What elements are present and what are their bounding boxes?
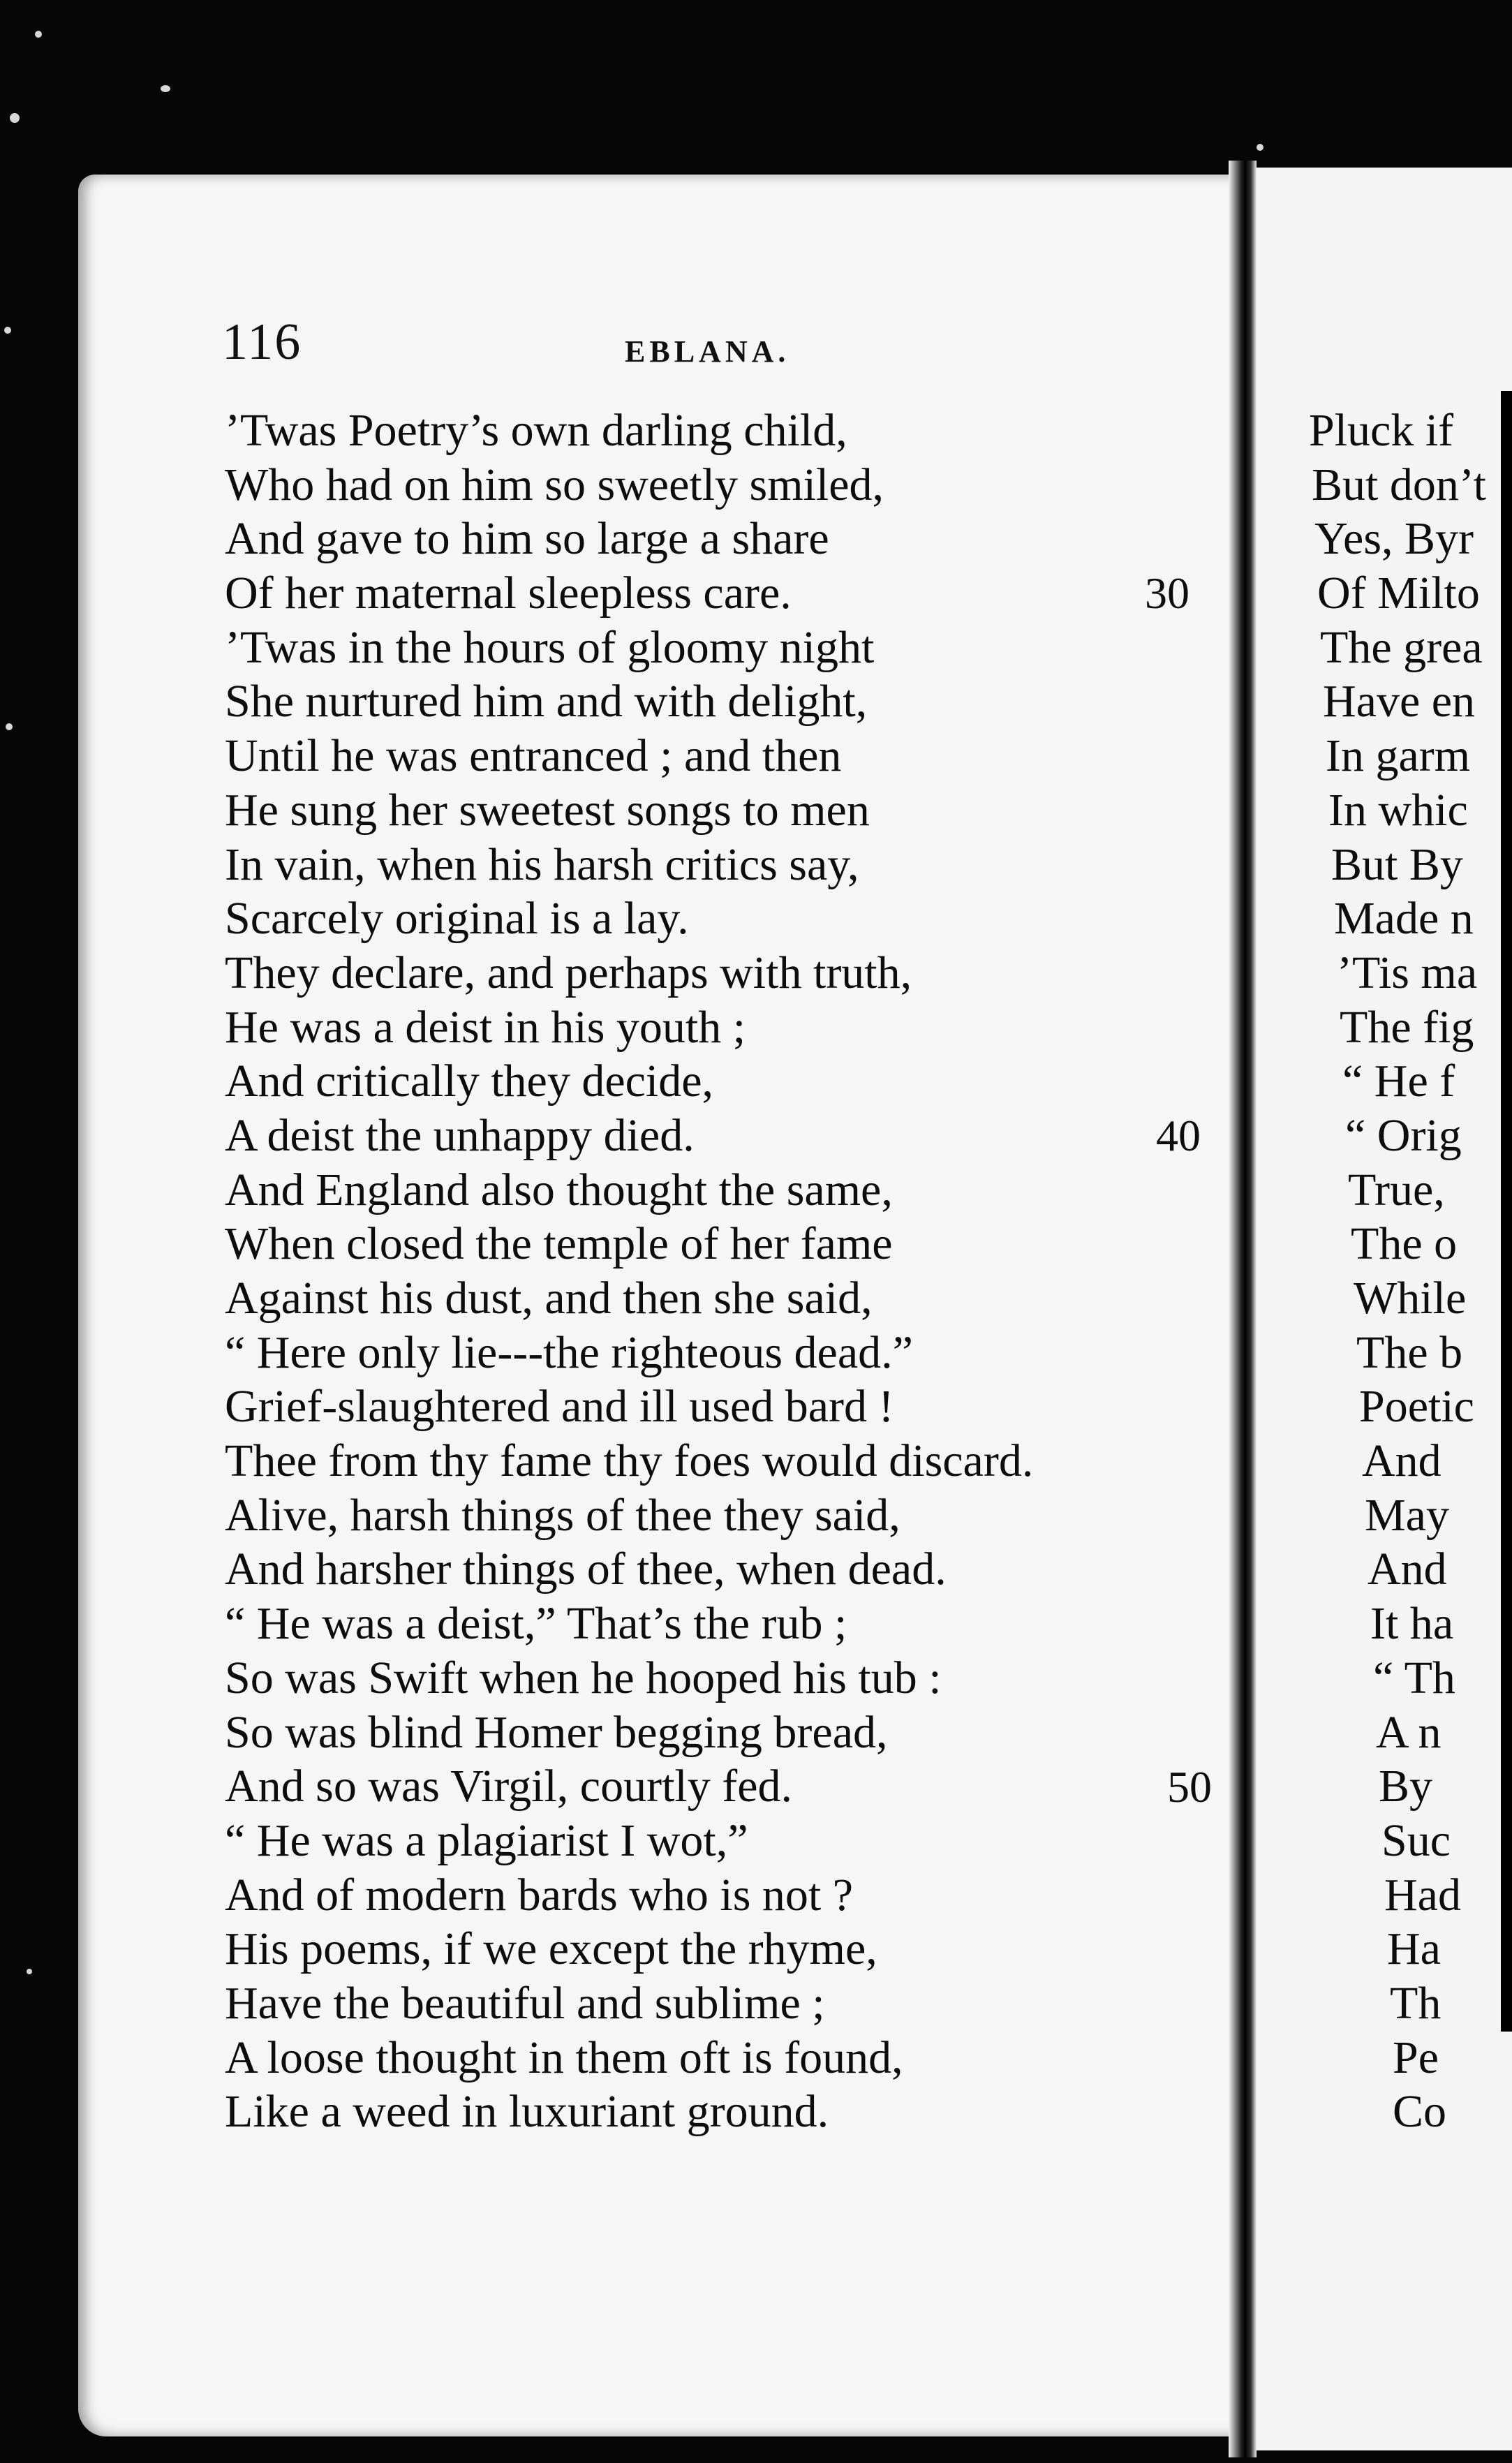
facing-page-line: Had [1384,1869,1461,1921]
facing-page-line: “ Orig [1345,1109,1462,1161]
facing-page-line: “ Th [1373,1652,1455,1703]
book-gutter [1229,161,1257,2457]
poem-line: Have the beautiful and sublime ; [225,1977,825,2029]
facing-page-line: May [1365,1489,1449,1541]
facing-page-line: Th [1390,1977,1441,2029]
poem-line: Who had on him so sweetly smiled, [225,459,884,510]
poem-line: And critically they decide, [225,1056,714,1107]
poem-line: Against his dust, and then she said, [225,1273,873,1324]
poem-line: He sung her sweetest songs to men [225,784,870,836]
facing-page-line: Ha [1387,1923,1441,1975]
facing-page-line: It ha [1370,1598,1454,1650]
facing-page-line: Have en [1323,676,1476,727]
facing-page-line: By [1379,1761,1433,1812]
dust-speck [1257,144,1263,151]
poem-line: His poems, if we except the rhyme, [225,1923,877,1975]
facing-page-line: The grea [1320,621,1483,673]
facing-page-line: “ He f [1342,1056,1455,1107]
poem-line: She nurtured him and with delight, [225,676,868,727]
poem-line: “ Here only lie---the righteous dead.” [225,1326,913,1378]
facing-page-line: Yes, Byr [1314,513,1474,565]
poem-line: They declare, and perhaps with truth, [225,947,912,998]
facing-page-line: Poetic [1359,1381,1474,1433]
facing-page-line: But By [1331,838,1463,890]
line-number: 40 [1156,1111,1201,1161]
poem-line: In vain, when his harsh critics say, [225,838,859,890]
dust-speck [4,327,11,334]
poem-line: A deist the unhappy died. [225,1109,695,1161]
poem-line: ’Twas Poetry’s own darling child, [225,405,847,456]
poem-line: And of modern bards who is not ? [225,1869,854,1921]
poem-line: Alive, harsh things of thee they said, [225,1489,900,1541]
dust-speck [10,113,20,123]
facing-page-text [1309,404,1504,2139]
facing-page-line: A n [1376,1706,1441,1758]
poem-line: When closed the temple of her fame [225,1218,893,1270]
poem-line: “ He was a deist,” That’s the rub ; [225,1598,847,1650]
poem-text [225,404,1202,2139]
poem-line: He was a deist in his youth ; [225,1001,746,1053]
facing-page-line: ’Tis ma [1337,947,1478,998]
poem-line: And harsher things of thee, when dead. [225,1544,947,1595]
facing-page-line: Pluck if [1309,405,1454,456]
facing-page-line: But don’t [1312,459,1486,510]
line-number: 30 [1145,568,1189,619]
poem-line: So was blind Homer begging bread, [225,1706,888,1758]
dust-speck [27,1969,32,1974]
poem-line: So was Swift when he hooped his tub : [225,1652,942,1703]
poem-line: Scarcely original is a lay. [225,893,689,945]
poem-line: And so was Virgil, courtly fed. [225,1761,793,1812]
poem-line: And England also thought the same, [225,1164,893,1215]
poem-line: And gave to him so large a share [225,513,829,565]
facing-page-line: The fig [1340,1001,1474,1053]
poem-line: ’Twas in the hours of gloomy night [225,621,875,673]
poem-line: A loose thought in them oft is found, [225,2032,903,2083]
facing-page-line: Co [1393,2086,1447,2138]
line-number: 50 [1167,1761,1212,1812]
dust-speck [35,31,42,38]
facing-page-line: Suc [1381,1814,1451,1866]
facing-page-line: The o [1351,1218,1458,1270]
poem-line: Thee from thy fame thy foes would discard. [225,1435,1034,1487]
facing-page-line: The b [1356,1326,1463,1378]
poem-line: “ He was a plagiarist I wot,” [225,1814,748,1866]
poem-line: Until he was entranced ; and then [225,730,842,782]
facing-page-line: And [1362,1435,1441,1487]
facing-page-line: True, [1348,1164,1445,1215]
facing-page-line: Made n [1334,893,1474,945]
facing-page-line: Of Milto [1317,568,1480,619]
poem-line: Of her maternal sleepless care. [225,568,792,619]
dust-speck [6,723,13,730]
page-number: 116 [222,313,302,371]
facing-page-line: While [1354,1273,1467,1324]
facing-page-line: And [1368,1544,1447,1595]
poem-line: Like a weed in luxuriant ground. [225,2086,829,2138]
facing-page-line: In whic [1328,784,1468,836]
poem-line: Grief-slaughtered and ill used bard ! [225,1381,894,1433]
facing-page-line: Pe [1393,2032,1439,2083]
dust-speck [161,85,170,92]
running-head: EBLANA. [625,334,790,369]
facing-page-line: In garm [1326,730,1471,782]
